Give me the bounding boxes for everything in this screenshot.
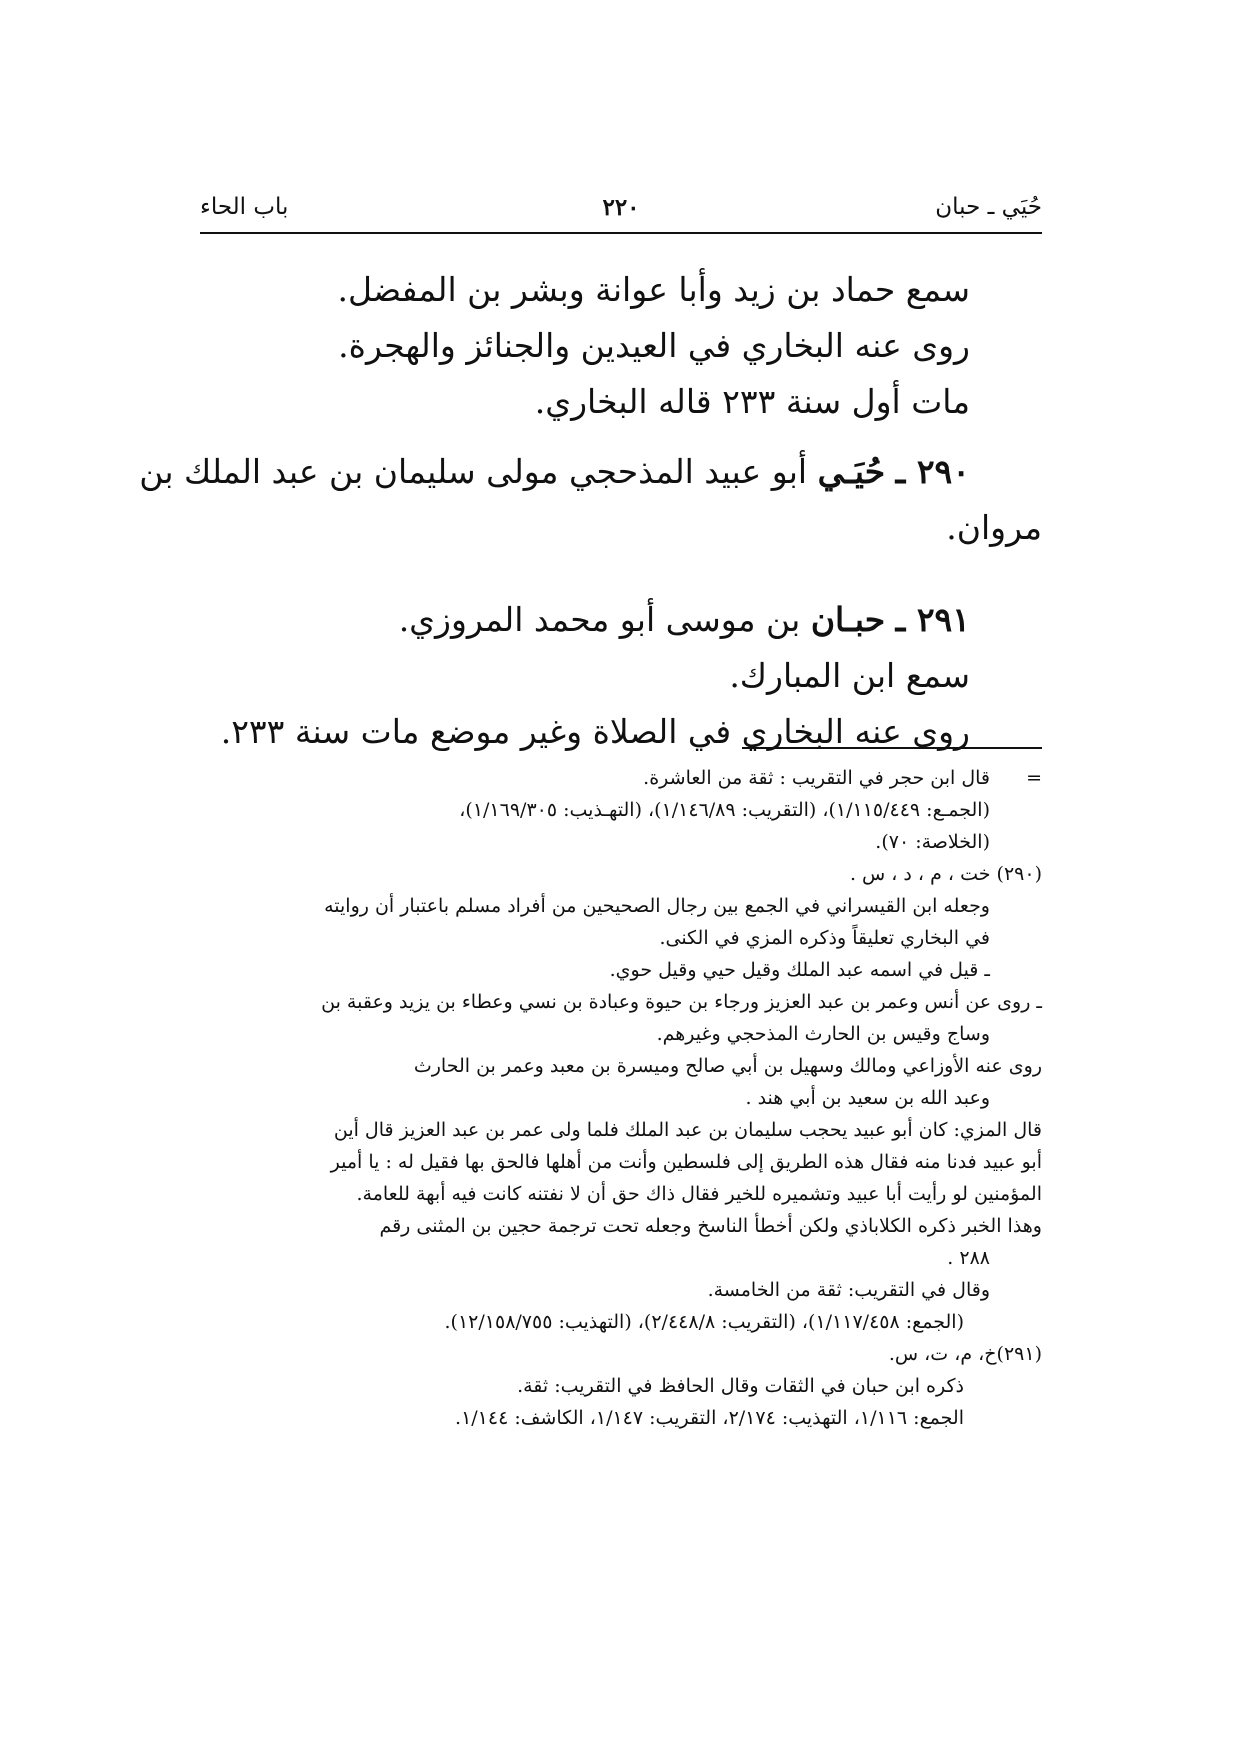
footnote-line: المؤمنين لو رأيت أبا عبيد وتشميره للخير فقال ذاك حق أن لا نفتنه كانت فيه أبهة للعامة. — [356, 1183, 1042, 1205]
footnote-line: ـ قيل في اسمه عبد الملك وقيل حيي وقيل حوي. — [609, 959, 990, 981]
entry-text: بن موسى أبو محمد المروزي. — [398, 600, 801, 639]
footnote-line — [200, 858, 1042, 890]
entry-290 — [139, 444, 1042, 500]
main-line: روى عنه البخاري في الصلاة وغير موضع مات سنة ٢٣٣. — [220, 712, 970, 751]
continuation-mark: = — [1026, 767, 1042, 789]
entry-291 — [200, 592, 1042, 648]
book-page — [139, 0, 1042, 1754]
footnote-line: ذكره ابن حبان في الثقات وقال الحافظ في التقريب: ثقة. — [517, 1375, 964, 1397]
page-number: ٢٢٠ — [602, 194, 640, 221]
main-line: مات أول سنة ٢٣٣ قاله البخاري. — [534, 382, 970, 421]
footnote-line: ـ روى عن أنس وعمر بن عبد العزيز ورجاء بن حيوة وعبادة بن نسي وعطاء بن يزيد وعقبة بن — [321, 991, 1042, 1013]
footnote-line: (الجمع: ١/١١٧/٤٥٨)، (التقريب: ٢/٤٤٨/٨)، (التهذيب: ١٢/١٥٨/٧٥٥). — [444, 1311, 964, 1333]
footnote-symbols: خت ، م ، د ، س . — [849, 863, 991, 885]
footnote-line: وهذا الخبر ذكره الكلاباذي ولكن أخطأ الناسخ وجعله تحت ترجمة حجين بن المثنى رقم — [379, 1215, 1042, 1237]
entry-number: ٢٩٠ ـ — [895, 452, 970, 491]
footnote-line: وجعله ابن القيسراني في الجمع بين رجال الصحيحين من أفراد مسلم باعتبار أن روايته — [324, 895, 990, 917]
main-line: مروان. — [946, 508, 1042, 547]
entry-name: حُيَـي — [817, 452, 886, 491]
footnote-line: في البخاري تعليقاً وذكره المزي في الكنى. — [659, 927, 990, 949]
header-chapter-title: باب الحاء — [200, 194, 289, 220]
footnote-line: (الخلاصة: ٧٠). — [875, 831, 990, 853]
footnote-line — [200, 762, 1042, 794]
footnote-line: أبو عبيد فدنا منه فقال هذه الطريق إلى فلسطين وأنت من أهلها فالحق بها فقيل له : يا أمير — [330, 1151, 1042, 1173]
main-line: سمع حماد بن زيد وأبا عوانة وبشر بن المفضل. — [337, 270, 970, 309]
footnote-text: قال ابن حجر في التقريب : ثقة من العاشرة. — [643, 767, 990, 789]
footnote-divider — [742, 747, 1042, 749]
main-line: روى عنه البخاري في العيدين والجنائز والهجرة. — [338, 326, 970, 365]
footnote-line: وقال في التقريب: ثقة من الخامسة. — [707, 1279, 990, 1301]
entry-text: أبو عبيد المذحجي مولى سليمان بن عبد الملك بن — [139, 452, 808, 491]
footnote-symbols: خ، م، ت، س. — [888, 1343, 997, 1365]
footnote-line: ٢٨٨ . — [947, 1247, 990, 1269]
footnote-line: روى عنه الأوزاعي ومالك وسهيل بن أبي صالح وميسرة بن معبد وعمر بن الحارث — [413, 1055, 1042, 1077]
header-divider — [200, 232, 1042, 234]
header-section-title: حُيَي ـ حبان — [935, 194, 1042, 220]
footnote-line: وساج وقيس بن الحارث المذحجي وغيرهم. — [656, 1023, 990, 1045]
footnote-line: قال المزي: كان أبو عبيد يحجب سليمان بن عبد الملك فلما ولى عمر بن عبد العزيز قال أين — [333, 1119, 1042, 1141]
entry-number: ٢٩١ ـ — [895, 600, 970, 639]
footnotes — [200, 762, 1042, 1434]
footnote-line: الجمع: ١/١١٦، التهذيب: ٢/١٧٤، التقريب: ١/١٤٧، الكاشف: ١/١٤٤. — [455, 1407, 964, 1429]
running-header — [200, 194, 1042, 230]
entry-name: حبـان — [810, 600, 886, 639]
footnote-marker: (٢٩١) — [996, 1343, 1042, 1365]
main-text — [139, 262, 1042, 760]
footnote-marker: (٢٩٠) — [996, 863, 1042, 885]
footnote-line — [200, 1338, 1042, 1370]
footnote-line: وعبد الله بن سعيد بن أبي هند . — [745, 1087, 990, 1109]
footnote-line: (الجمـع: ١/١١٥/٤٤٩)، (التقريب: ١/١٤٦/٨٩)، (التهـذيب: ١/١٦٩/٣٠٥)، — [459, 799, 990, 821]
main-line: سمع ابن المبارك. — [729, 656, 970, 695]
